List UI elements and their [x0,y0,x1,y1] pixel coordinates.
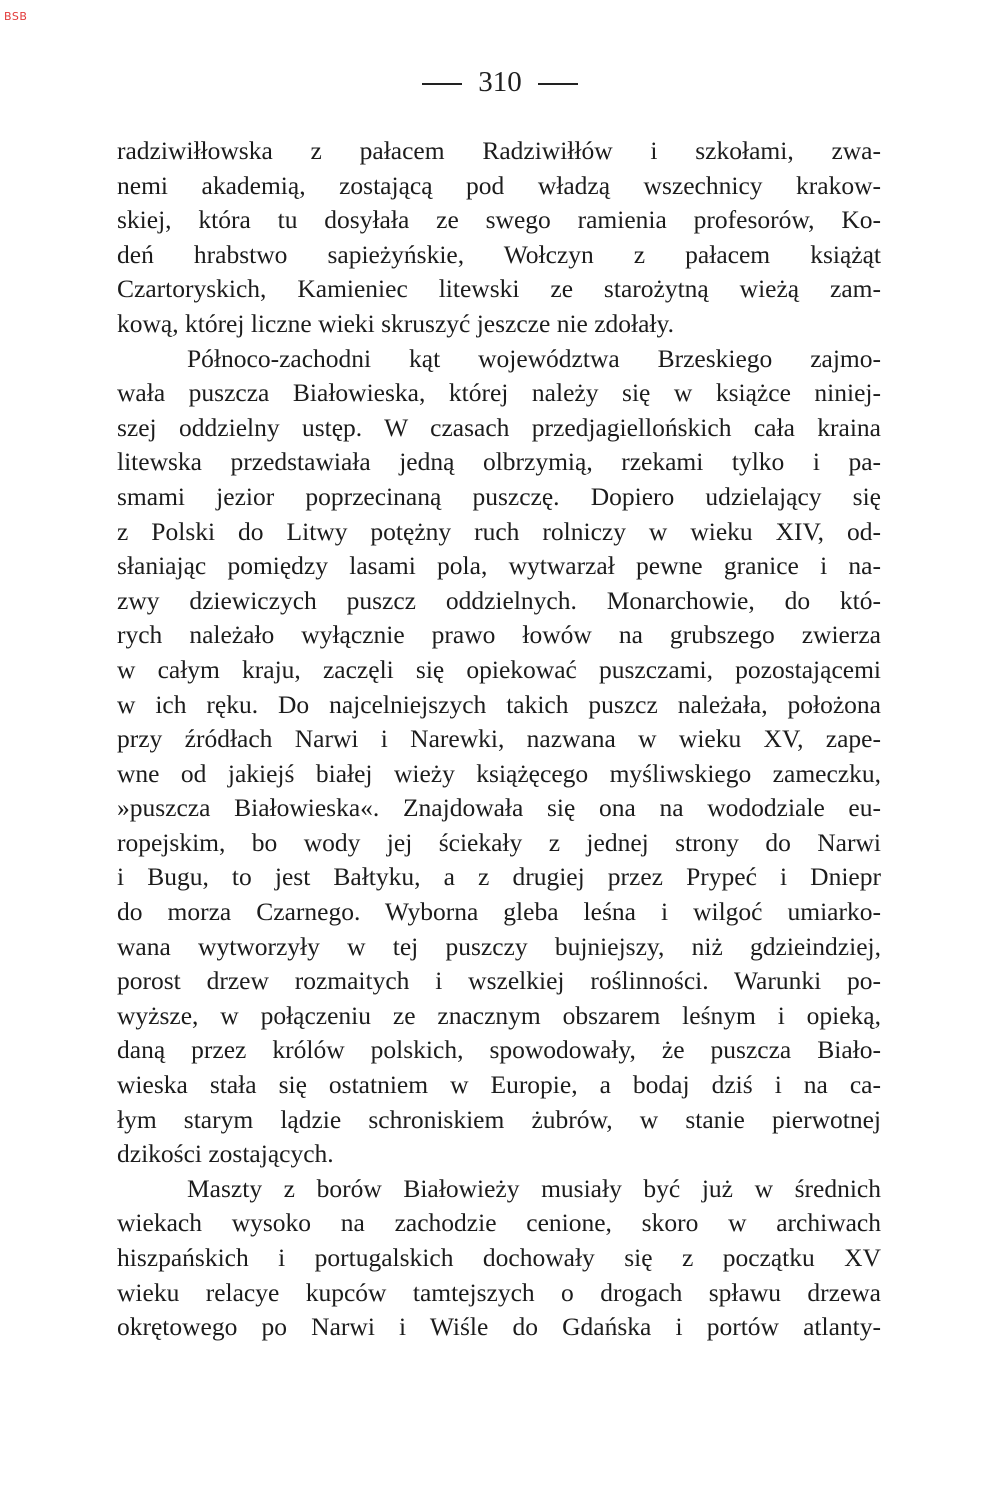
text-line: rych należało wyłącznie prawo łowów na grubszego zwierza [117,620,881,650]
text-line: kową, której liczne wieki skruszyć jeszcze nie zdołały. [117,308,674,338]
text-line: łym starym lądzie schroniskiem żubrów, w stanie pierwotnej [117,1104,881,1134]
paragraph-1 [117,134,881,342]
text-line: wana wytworzyły w tej puszczy bujniejszy, niż gdzieindziej, [117,931,881,961]
text-line: Czartoryskich, Kamieniec litewski ze starożytną wieżą zam- [117,274,881,304]
text-line: w całym kraju, zaczęli się opiekować puszczami, pozostającemi [117,654,881,684]
text-line: szej oddzielny ustęp. W czasach przedjagiellońskich cała kraina [117,412,881,442]
text-line: wyższe, w połączeniu ze znacznym obszarem leśnym i opieką, [117,1000,881,1030]
text-line: wała puszcza Białowieska, której należy się w książce niniej- [117,378,881,408]
text-line: nemi akademią, zostającą pod władzą wszechnicy krakow- [117,170,881,200]
text-line: deń hrabstwo sapieżyńskie, Wołczyn z pałacem książąt [117,239,881,269]
text-line: wne od jakiejś białej wieży książęcego myśliwskiego zameczku, [117,758,881,788]
text-line: daną przez królów polskich, spowodowały, że puszcza Biało- [117,1035,881,1065]
text-line: okrętowego po Narwi i Wiśle do Gdańska i portów atlanty- [117,1312,881,1342]
page-header [0,66,1000,99]
text-line: radziwiłłowska z pałacem Radziwiłłów i szkołami, zwa- [117,136,881,165]
text-line: do morza Czarnego. Wyborna gleba leśna i wilgoć umiarko- [117,897,881,927]
text-line: wiekach wysoko na zachodzie cenione, skoro w archiwach [117,1208,881,1238]
text-line: Maszty z borów Białowieży musiały być już w średnich [187,1173,881,1203]
paragraph-2 [117,342,881,1172]
text-line: i Bugu, to jest Bałtyku, a z drugiej przez Prypeć i Dniepr [117,862,881,892]
text-line: smami jezior poprzecinaną puszczę. Dopiero udzielający się [117,481,881,511]
text-line: hiszpańskich i portugalskich dochowały się z początku XV [117,1243,881,1272]
library-watermark: BSB [4,10,28,23]
header-dash-right [538,83,578,85]
page-body [117,134,881,1345]
text-line: wieska stała się ostatniem w Europie, a bodaj dziś i na ca- [117,1070,881,1100]
text-line: »puszcza Białowieska«. Znajdowała się ona na wododziale eu- [117,793,881,823]
text-line: dzikości zostających. [117,1139,334,1169]
paragraph-3 [117,1172,881,1345]
text-line: ropejskim, bo wody jej ściekały z jednej strony do Narwi [117,827,881,857]
text-line: porost drzew rozmaitych i wszelkiej roślinności. Warunki po- [117,966,881,996]
text-line: Północo-zachodni kąt województwa Brzeskiego zajmo- [187,343,881,373]
page-number: 310 [478,66,522,98]
text-line: z Polski do Litwy potężny ruch rolniczy w wieku XIV, od- [117,516,881,546]
text-line: zwy dziewiczych puszcz oddzielnych. Monarchowie, do któ- [117,585,881,615]
text-line: w ich ręku. Do najcelniejszych takich puszcz należała, położona [117,689,881,719]
text-line: słaniając pomiędzy lasami pola, wytwarzał pewne granice i na- [117,551,881,581]
header-dash-left [422,83,462,85]
text-line: wieku relacye kupców tamtejszych o drogach spławu drzewa [117,1277,881,1307]
text-line: skiej, która tu dosyłała ze swego ramienia profesorów, Ko- [117,205,881,235]
text-line: przy źródłach Narwi i Narewki, nazwana w wieku XV, zape- [117,724,881,754]
text-line: litewska przedstawiała jedną olbrzymią, rzekami tylko i pa- [117,447,881,477]
